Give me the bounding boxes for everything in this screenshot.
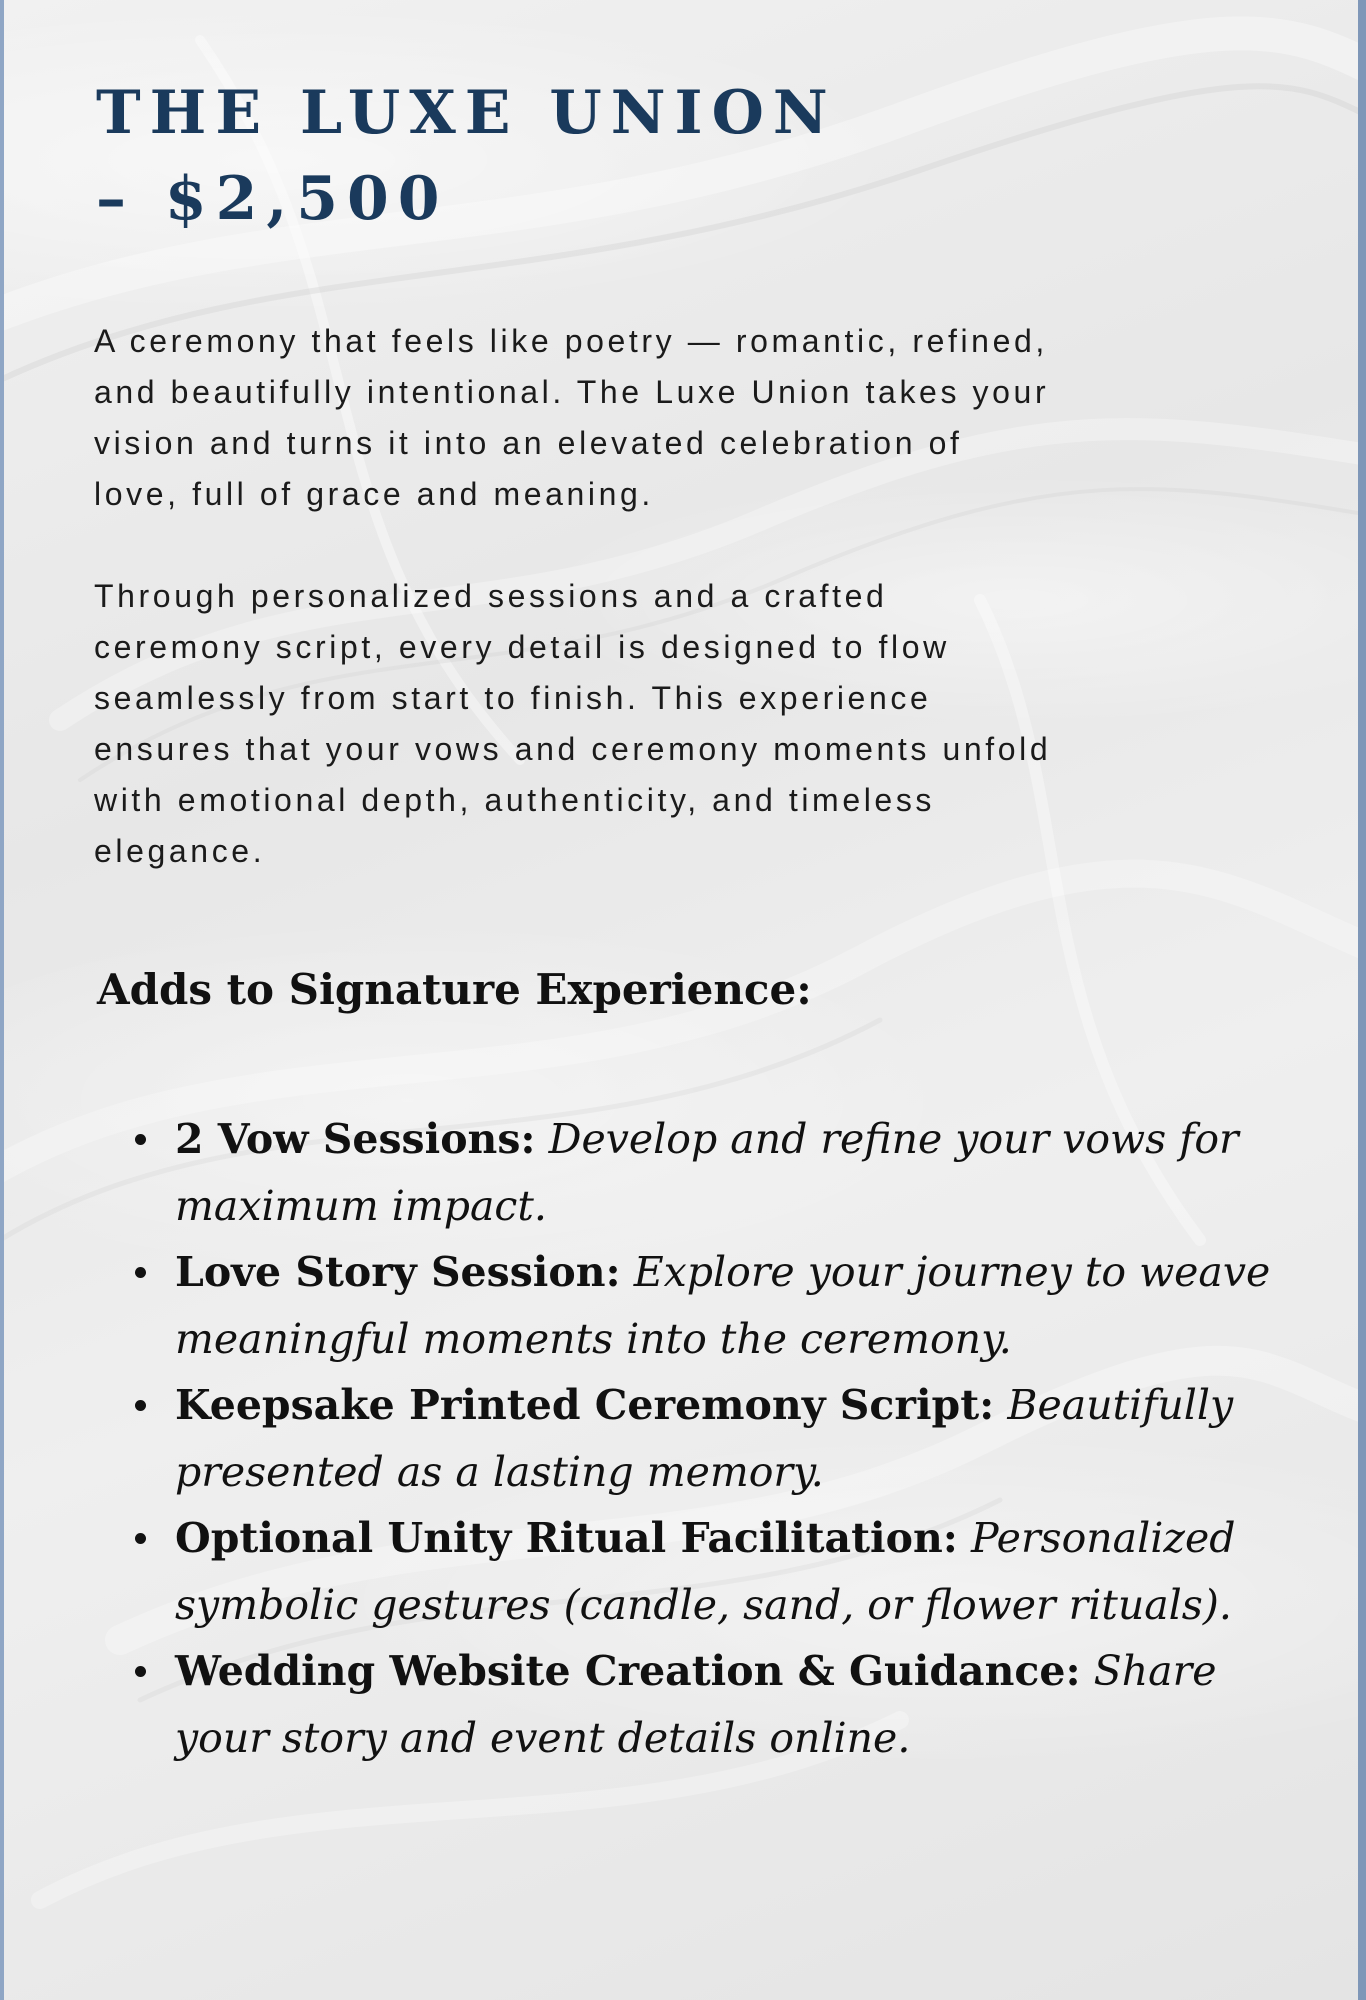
left-border: [0, 0, 4, 2000]
package-title: [96, 70, 1246, 242]
feature-description: Personalized symbolic gestures (candle, sand, or flower rituals).: [175, 1514, 1236, 1629]
feature-description: Explore your journey to weave meaningful moments into the ceremony.: [175, 1248, 1271, 1363]
feature-description: Beautifully presented as a lasting memory.: [175, 1381, 1234, 1496]
feature-name: 2 Vow Sessions:: [175, 1115, 536, 1163]
feature-name: Wedding Website Creation & Guidance:: [175, 1647, 1081, 1695]
feature-description: Develop and refine your vows for maximum impact.: [175, 1115, 1239, 1230]
features-list: [175, 1106, 1305, 1771]
package-name: THE LUXE UNION: [96, 78, 837, 148]
feature-item-vow-sessions: [175, 1106, 1305, 1239]
feature-item-unity-ritual: [175, 1505, 1305, 1638]
feature-description: Share your story and event details online.: [175, 1647, 1217, 1762]
feature-item-ceremony-script: [175, 1372, 1305, 1505]
feature-name: Keepsake Printed Ceremony Script:: [175, 1381, 995, 1429]
details-paragraph: Through personalized sessions and a crafted ceremony script, every detail is designed to flow seamlessly from start to finish. This experience ensures that your vows and ceremony moments unfold with emotional depth, authenticity, and timeless elegance.: [94, 578, 1052, 869]
feature-name: Optional Unity Ritual Facilitation:: [175, 1514, 958, 1562]
feature-name: Love Story Session:: [175, 1248, 621, 1296]
features-heading: Adds to Signature Experience:: [97, 965, 812, 1014]
feature-item-love-story-session: [175, 1239, 1305, 1372]
package-price: – $2,500: [96, 164, 449, 234]
intro-paragraph: A ceremony that feels like poetry — romantic, refined, and beautifully intentional. The Luxe Union takes your vision and turns it into an elevated celebration of love, full of grace and meaning.: [94, 323, 1050, 512]
feature-item-wedding-website: [175, 1638, 1305, 1771]
